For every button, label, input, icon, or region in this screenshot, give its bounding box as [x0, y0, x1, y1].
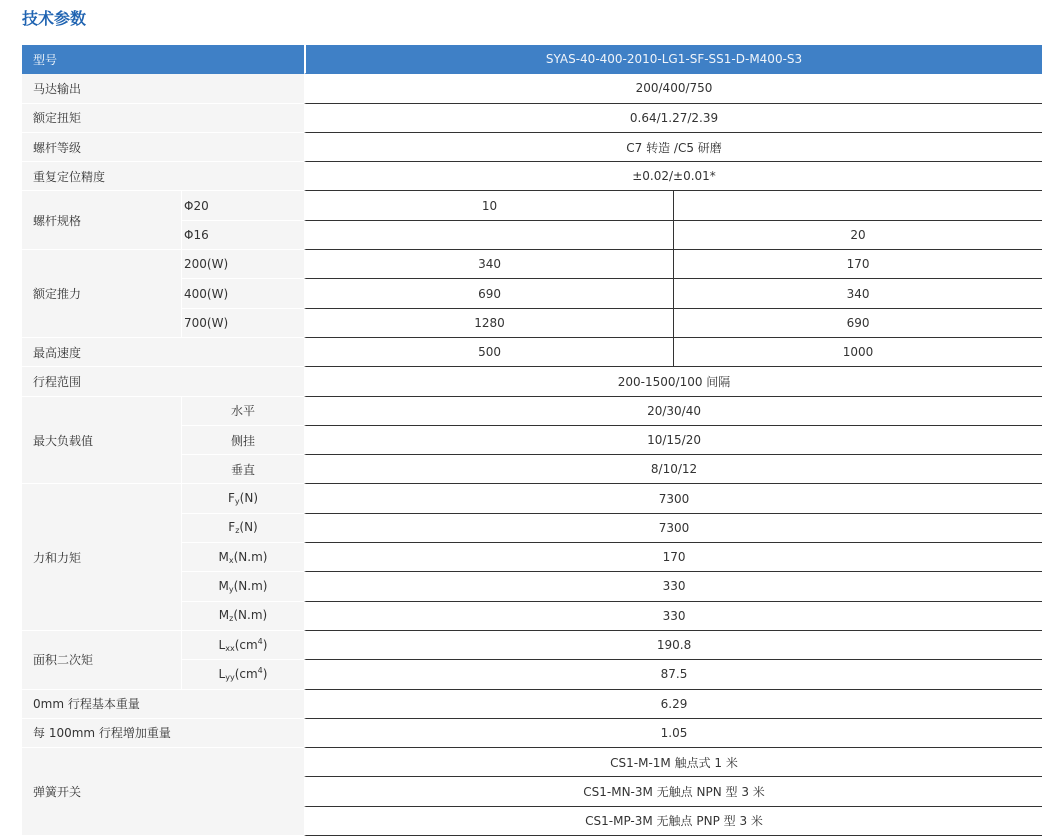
cell-value: 340: [304, 250, 673, 279]
sub-label: 400(W): [181, 279, 304, 308]
row-label: 额定扭矩: [22, 104, 304, 133]
group-label: 力和力矩: [22, 484, 181, 630]
sub-label: Mz(N.m): [181, 602, 304, 631]
cell-value: 170: [673, 250, 1042, 279]
cell-value: 1000: [673, 338, 1042, 367]
row-value: ±0.02/±0.01*: [304, 162, 1042, 191]
sub-label: $Lxx(cm^4)$: [181, 631, 304, 660]
group-label: 弹簧开关: [22, 748, 304, 836]
row-value: 6.29: [304, 690, 1042, 719]
cell-value: 330: [304, 572, 1042, 601]
cell-value: 170: [304, 543, 1042, 572]
table-row: [22, 74, 1042, 103]
cell-value: CS1-MP-3M 无触点 PNP 型 3 米: [304, 807, 1042, 836]
sub-label: Mx(N.m): [181, 543, 304, 572]
table-row: [22, 191, 1042, 220]
sub-label: 侧挂: [181, 426, 304, 455]
cell-value: 7300: [304, 514, 1042, 543]
table-row: [22, 338, 1042, 367]
sub-label: $Lyy(cm^4)$: [181, 660, 304, 689]
row-label: 行程范围: [22, 367, 304, 396]
cell-value: 500: [304, 338, 673, 367]
table-row: [22, 397, 1042, 426]
sub-label: 垂直: [181, 455, 304, 484]
table-header-row: [22, 45, 1042, 74]
sub-label: 700(W): [181, 309, 304, 338]
cell-value: 330: [304, 602, 1042, 631]
page-title: 技术参数: [22, 9, 87, 28]
sub-label: My(N.m): [181, 572, 304, 601]
cell-value: 690: [673, 309, 1042, 338]
row-label: 马达输出: [22, 74, 304, 103]
row-value: 200/400/750: [304, 74, 1042, 103]
cell-value: 20/30/40: [304, 397, 1042, 426]
cell-value: [304, 221, 673, 250]
row-value: 1.05: [304, 719, 1042, 748]
cell-value: 87.5: [304, 660, 1042, 689]
model-number: SYAS-40-400-2010-LG1-SF-SS1-D-M400-S3: [304, 45, 1042, 74]
row-label: 螺杆等级: [22, 133, 304, 162]
group-label: 最大负载值: [22, 397, 181, 485]
sub-label: 200(W): [181, 250, 304, 279]
table-row: [22, 104, 1042, 133]
sub-label: 水平: [181, 397, 304, 426]
table-row: [22, 484, 1042, 513]
cell-value: 20: [673, 221, 1042, 250]
sub-label: Φ16: [181, 221, 304, 250]
cell-value: 8/10/12: [304, 455, 1042, 484]
group-label: 额定推力: [22, 250, 181, 338]
cell-value: 10/15/20: [304, 426, 1042, 455]
group-label: 面积二次矩: [22, 631, 181, 690]
sub-label: Φ20: [181, 191, 304, 220]
header-label: 型号: [22, 45, 304, 74]
sub-label: Fz(N): [181, 514, 304, 543]
cell-value: 7300: [304, 484, 1042, 513]
table-row: [22, 367, 1042, 396]
table-row: [22, 719, 1042, 748]
row-label: 重复定位精度: [22, 162, 304, 191]
row-value: C7 转造 /C5 研磨: [304, 133, 1042, 162]
cell-value: CS1-M-1M 触点式 1 米: [304, 748, 1042, 777]
table-row: [22, 133, 1042, 162]
table-row: [22, 690, 1042, 719]
table-row: [22, 631, 1042, 660]
group-label: 螺杆规格: [22, 191, 181, 250]
row-value: 0.64/1.27/2.39: [304, 104, 1042, 133]
cell-value: 690: [304, 279, 673, 308]
cell-value: 10: [304, 191, 673, 220]
sub-label: Fy(N): [181, 484, 304, 513]
cell-value: [673, 191, 1042, 220]
cell-value: 190.8: [304, 631, 1042, 660]
cell-value: 1280: [304, 309, 673, 338]
row-label: 0mm 行程基本重量: [22, 690, 304, 719]
cell-value: CS1-MN-3M 无触点 NPN 型 3 米: [304, 777, 1042, 806]
row-label: 每 100mm 行程增加重量: [22, 719, 304, 748]
table-row: [22, 162, 1042, 191]
spec-table: [22, 45, 1042, 836]
table-row: [22, 250, 1042, 279]
row-label: 最高速度: [22, 338, 304, 367]
row-value: 200-1500/100 间隔: [304, 367, 1042, 396]
cell-value: 340: [673, 279, 1042, 308]
table-row: [22, 748, 1042, 777]
